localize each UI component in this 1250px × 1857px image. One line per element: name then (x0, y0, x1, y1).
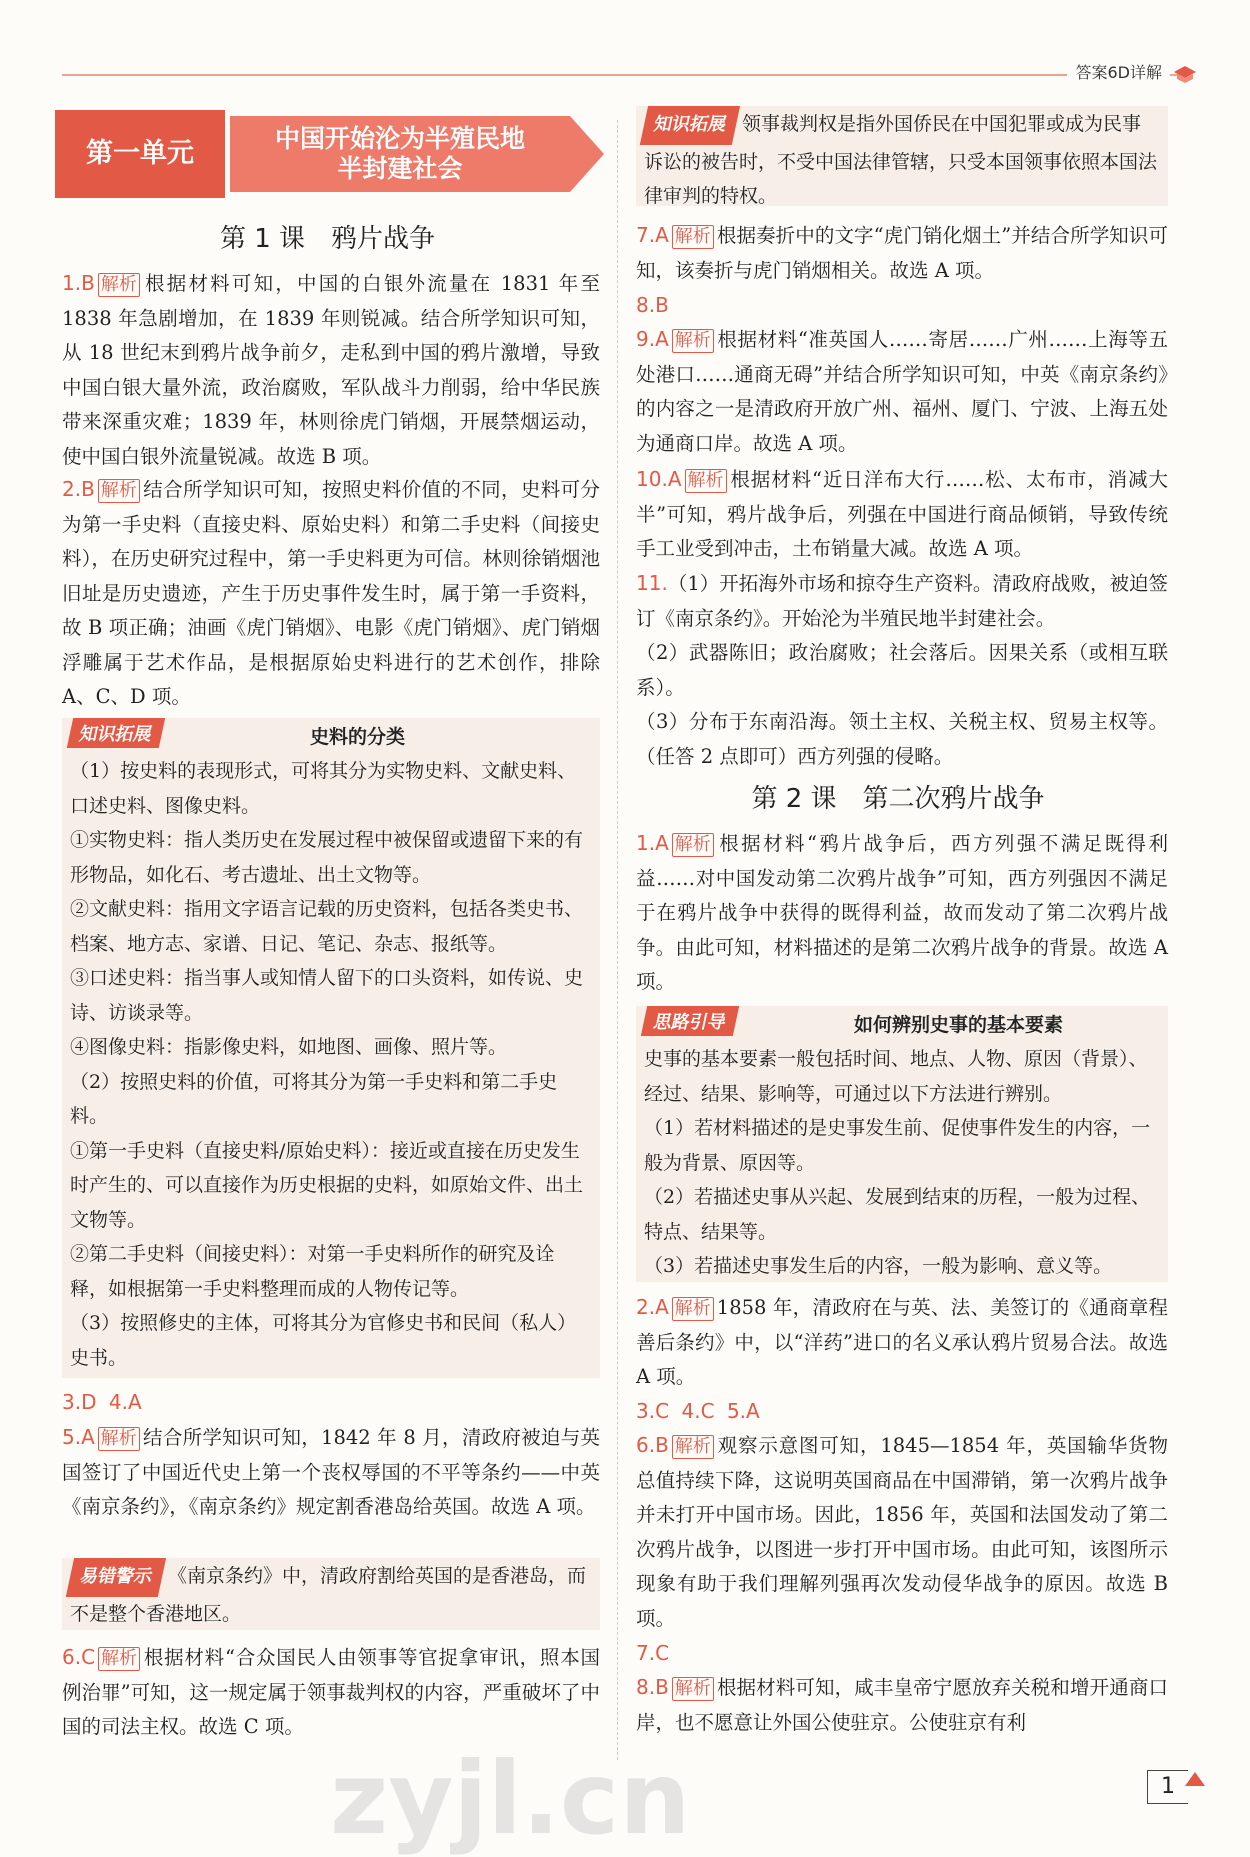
answer-q5 (62, 1420, 600, 1525)
box-title: 史料的分类 (310, 726, 406, 748)
q-answer: B (81, 477, 95, 501)
unit-title-line2: 半封建社会 (337, 154, 463, 183)
box-title: 如何辨别史事的基本要素 (854, 1014, 1064, 1036)
box-line: （1）若材料描述的是史事发生前、促使事件发生的内容，一般为背景、原因等。 (644, 1117, 1151, 1174)
q-text: 根据材料可知，中国的白银外流量在 1831 年至 1838 年急剧增加，在 1839 年则锐减。结合所学知识可知，从 18 世纪末到鸦片战争前夕，走私到中国的鸦片激增，导致中国白银大量外流，政治腐败，军队战斗力削弱，给中华民族带来深重灾难；1839 年，林则徐虎门销烟，开展禁烟运动，使中国白银外流量锐减。故选 B 项。 (62, 272, 600, 468)
box-text: 《南京条约》中，清政府割给英国的是香港岛，而不是整个香港地区。 (70, 1565, 587, 1625)
q-answer: C (655, 1399, 670, 1423)
q-number: 7. (636, 1641, 656, 1665)
box-line: ③口述史料：指当事人或知情人留下的口头资料，如传说、史诗、访谈录等。 (70, 967, 584, 1024)
box-line: （2）按照史料的价值，可将其分为第一手史料和第二手史料。 (70, 1070, 558, 1127)
q-answer: D (81, 1390, 97, 1414)
answer-l2-q8 (636, 1670, 1168, 1740)
box-tag: 思路引导 (641, 1006, 739, 1036)
q-text: 根据材料“准英国人……寄居……广州……上海等五处港口……通商无碍”并结合所学知识可知，中英《南京条约》的内容之一是清政府开放广州、福州、厦门、宁波、上海五处为通商口岸。故选 A 项。 (636, 328, 1168, 455)
box-line: （3）若描述史事发生后的内容，一般为影响、意义等。 (644, 1255, 1113, 1277)
box-line: （2）若描述史事从兴起、发展到结束的历程，一般为过程、特点、结果等。 (644, 1186, 1151, 1243)
answer-l2-q7 (636, 1636, 1168, 1672)
answer-l2-q2 (636, 1290, 1168, 1395)
box-line: （1）按史料的表现形式，可将其分为实物史料、文献史料、口述史料、图像史料。 (70, 760, 577, 817)
q11-line: （3）分布于东南沿海。领土主权、关税主权、贸易主权等。（任答 2 点即可）西方列强的侵略。 (636, 710, 1168, 768)
lesson1-title: 第 1 课 鸦片战争 (219, 224, 436, 254)
q-answer: B (81, 271, 95, 295)
q-number: 10. (636, 467, 668, 491)
q-number: 7. (636, 223, 656, 247)
book-icon (1172, 62, 1198, 84)
q-text: 根据材料“鸦片战争后，西方列强不满足既得利益……对中国发动第二次鸦片战争”可知，西方列强因不满足于在鸦片战争中获得的既得利益，故而发动了第二次鸦片战争。由此可知，材料描述的是第二次鸦片战争的背景。故选 A 项。 (636, 832, 1168, 993)
q-number: 3. (636, 1399, 656, 1423)
knowledge-box-2 (636, 106, 1168, 206)
q-number: 5. (62, 1425, 82, 1449)
jiexi-tag: 解析 (672, 1297, 714, 1321)
jiexi-tag: 解析 (98, 1647, 140, 1671)
jiexi-tag: 解析 (672, 1677, 714, 1701)
guide-box (636, 1006, 1168, 1282)
jiexi-tag: 解析 (98, 1427, 140, 1451)
box-line: ①实物史料：指人类历史在发展过程中被保留或遗留下来的有形物品，如化石、考古遗址、出土文物等。 (70, 829, 584, 886)
box-line: ②第二手史料（间接史料）：对第一手史料所作的研究及诠释，如根据第一手史料整理而成的人物传记等。 (70, 1243, 555, 1300)
q-answer: A (81, 1425, 95, 1449)
q-number: 8. (636, 1675, 656, 1699)
q-number: 11. (636, 571, 668, 595)
jiexi-tag: 解析 (672, 833, 714, 857)
jiexi-tag: 解析 (672, 225, 714, 249)
box-line: ④图像史料：指影像史料，如地图、画像、照片等。 (70, 1036, 508, 1058)
lesson2-title: 第 2 课 第二次鸦片战争 (751, 784, 1045, 814)
unit-title (230, 116, 570, 192)
q-number: 9. (636, 327, 656, 351)
box-tag: 易错警示 (66, 1558, 166, 1597)
box-tag: 知识拓展 (640, 106, 740, 145)
q-text: 观察示意图可知，1845—1854 年，英国输华货物总值持续下降，这说明英国商品在中国滞销，第一次鸦片战争并未打开中国市场。因此，1856 年，英国和法国发动了第二次鸦片战争，以图进一步打开中国市场。由此可知，该图所示现象有助于我们理解列强再次发动侵华战争的原因。故选 B 项。 (636, 1434, 1168, 1630)
q-number: 4. (681, 1399, 701, 1423)
jiexi-tag: 解析 (672, 1435, 714, 1459)
jiexi-tag: 解析 (685, 469, 727, 493)
box-line: ②文献史料：指用文字语言记载的历史资料，包括各类史书、档案、地方志、家谱、日记、笔记、杂志、报纸等。 (70, 898, 584, 955)
answer-l2-q3-q5 (636, 1394, 1168, 1430)
q11-line: （2）武器陈旧；政治腐败；社会落后。因果关系（或相互联系）。 (636, 641, 1168, 699)
box-text: 领事裁判权是指外国侨民在中国犯罪或成为民事诉讼的被告时，不受中国法律管辖，只受本国领事依照本国法律审判的特权。 (644, 113, 1158, 207)
q-number: 6. (62, 1645, 82, 1669)
q-text: 根据材料可知，咸丰皇帝宁愿放弃关税和增开通商口岸，也不愿意让外国公使驻京。公使驻京有利 (636, 1676, 1168, 1734)
answer-q1 (62, 266, 600, 474)
column-divider (617, 120, 618, 1760)
unit-tag: 第一单元 (55, 110, 225, 198)
q-text: 根据奏折中的文字“虎门销化烟土”并结合所学知识可知，该奏折与虎门销烟相关。故选 A 项。 (636, 224, 1168, 282)
unit-banner (55, 110, 610, 198)
q-number: 5. (726, 1399, 747, 1423)
answer-q10 (636, 462, 1168, 567)
answer-q11 (636, 566, 1168, 774)
watermark: zyjl.cn (330, 1740, 691, 1857)
answer-l2-q6 (636, 1428, 1168, 1636)
unit-arrow-icon (570, 116, 604, 192)
q-number: 1. (636, 831, 656, 855)
q-number: 8. (636, 293, 656, 317)
q-answer: A (655, 1295, 669, 1319)
box-tag: 知识拓展 (67, 718, 165, 748)
q-answer: B (655, 1675, 669, 1699)
answer-q3-q4 (62, 1385, 600, 1421)
answer-q9 (636, 322, 1168, 461)
q-answer: A (746, 1399, 760, 1423)
q-number: 2. (62, 477, 82, 501)
q-number: 3. (62, 1390, 82, 1414)
q-text: 结合所学知识可知，按照史料价值的不同，史料可分为第一手史料（直接史料、原始史料）和第二手史料（间接史料），在历史研究过程中，第一手史料更为可信。林则徐销烟池旧址是历史遗迹，产生于历史事件发生时，属于第一手资料，故 B 项正确；油画《虎门销烟》、电影《虎门销烟》、虎门销烟浮雕属于艺术作品，是根据原始史料进行的艺术创作，排除 A、C、D 项。 (62, 478, 600, 708)
q-number: 6. (636, 1433, 656, 1457)
q-text: 根据材料“合众国民人由领事等官捉拿审讯，照本国例治罪”可知，这一规定属于领事裁判权的内容，严重破坏了中国的司法主权。故选 C 项。 (62, 1646, 600, 1738)
q-text: 结合所学知识可知，1842 年 8 月，清政府被迫与英国签订了中国近代史上第一个丧权辱国的不平等条约——中英《南京条约》，《南京条约》规定割香港岛给英国。故选 A 项。 (62, 1426, 600, 1518)
q-number: 4. (108, 1390, 128, 1414)
q-answer: C (655, 1641, 670, 1665)
page-number: 1 (1147, 1770, 1188, 1804)
jiexi-tag: 解析 (98, 479, 140, 503)
q-answer: A (655, 223, 669, 247)
q11-line: （1）开拓海外市场和掠夺生产资料。清政府战败，被迫签订《南京条约》。开始沦为半殖民地半封建社会。 (636, 572, 1168, 630)
header-rule (62, 74, 1180, 76)
box-line: （3）按照修史的主体，可将其分为官修史书和民间（私人）史书。 (70, 1312, 577, 1369)
q-answer: A (655, 327, 669, 351)
q-answer: A (655, 831, 669, 855)
answer-q6 (62, 1640, 600, 1745)
unit-title-line1: 中国开始沦为半殖民地 (274, 124, 525, 153)
q-text: 根据材料“近日洋布大行……松、太布市，消减大半”可知，鸦片战争后，列强在中国进行商品倾销，导致传统手工业受到冲击，土布销量大减。故选 A 项。 (636, 468, 1168, 560)
q-number: 1. (62, 271, 82, 295)
q-number: 2. (636, 1295, 656, 1319)
answer-q7 (636, 218, 1168, 288)
error-box (62, 1558, 600, 1630)
jiexi-tag: 解析 (98, 273, 140, 297)
q-answer: C (81, 1645, 96, 1669)
header-label: 答案6D详解 (1067, 60, 1170, 83)
q-text: 1858 年，清政府在与英、法、美签订的《通商章程善后条约》中，以“洋药”进口的名义承认鸦片贸易合法。故选 A 项。 (636, 1296, 1168, 1388)
q-answer: B (655, 293, 669, 317)
box-line: 史事的基本要素一般包括时间、地点、人物、原因（背景）、经过、结果、影响等，可通过以下方法进行辨别。 (644, 1048, 1148, 1105)
q-answer: C (700, 1399, 715, 1423)
q-answer: A (128, 1390, 142, 1414)
answer-q2 (62, 472, 600, 715)
answer-l2-q1 (636, 826, 1168, 1000)
knowledge-box-1 (62, 718, 600, 1378)
jiexi-tag: 解析 (672, 329, 714, 353)
box-line: ①第一手史料（直接史料/原始史料）：接近或直接在历史发生时产生的、可以直接作为历史根据的史料，如原始文件、出土文物等。 (70, 1139, 584, 1231)
q-answer: A (667, 467, 682, 491)
answer-q8 (636, 288, 1168, 324)
arrow-up-icon (1185, 1772, 1205, 1786)
q-answer: B (655, 1433, 669, 1457)
